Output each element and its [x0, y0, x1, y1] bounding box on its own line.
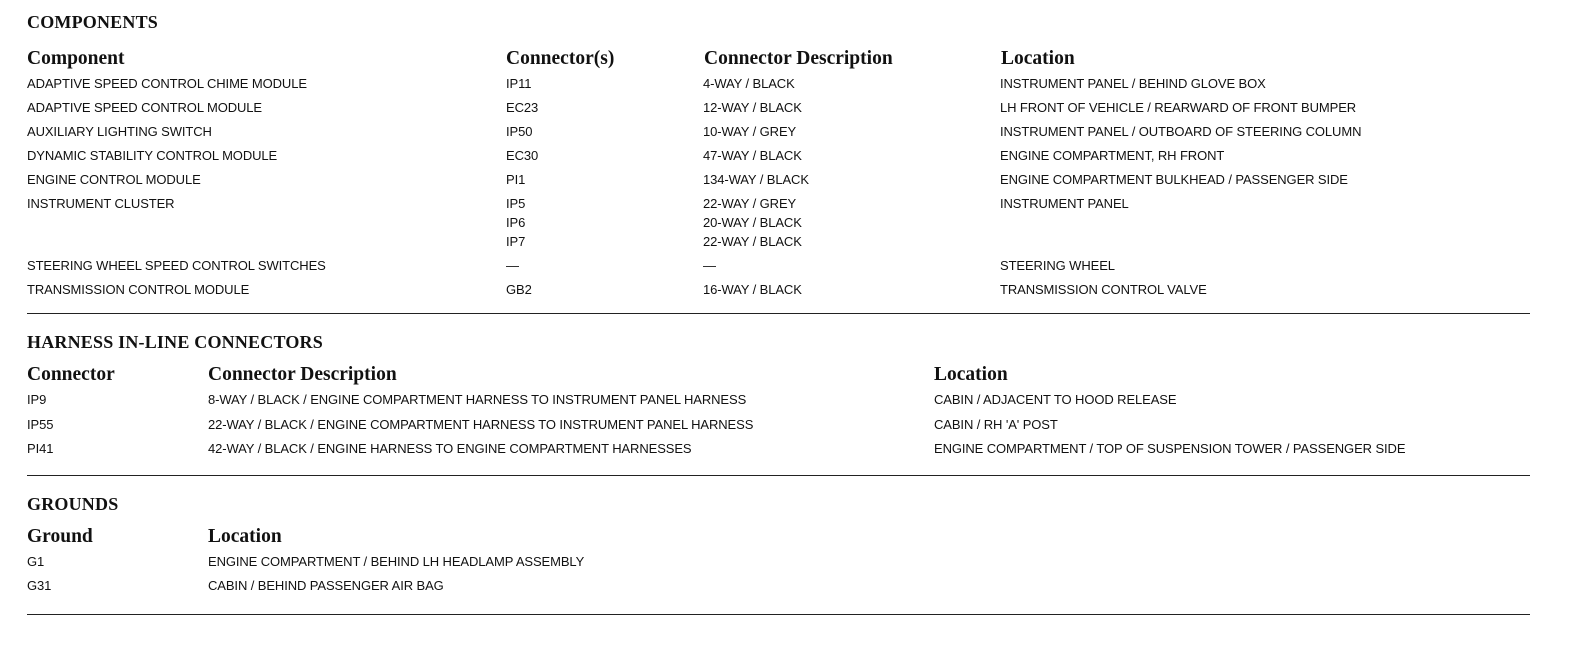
component-location: ENGINE COMPARTMENT BULKHEAD / PASSENGER SIDE	[1000, 172, 1348, 187]
connector-descriptions-line: 22-WAY / GREY	[703, 196, 797, 211]
grounds-table-body	[27, 552, 1530, 601]
table-row	[27, 576, 1530, 601]
connector-ids	[506, 280, 532, 299]
connector-ids-line: IP7	[506, 234, 526, 249]
component-location: LH FRONT OF VEHICLE / REARWARD OF FRONT BUMPER	[1000, 100, 1357, 115]
component-location: INSTRUMENT PANEL / BEHIND GLOVE BOX	[1000, 76, 1266, 91]
harness-description-column-header: Connector Description	[208, 364, 397, 385]
component-location: INSTRUMENT PANEL	[1000, 196, 1129, 211]
section-divider	[27, 614, 1530, 615]
table-row	[27, 146, 1530, 170]
harness-description: 42-WAY / BLACK / ENGINE HARNESS TO ENGINE COMPARTMENT HARNESSES	[208, 441, 692, 456]
harness-connector-id: PI41	[27, 441, 54, 456]
component-location: INSTRUMENT PANEL / OUTBOARD OF STEERING COLUMN	[1000, 124, 1362, 139]
grounds-section-title: GROUNDS	[27, 493, 119, 514]
ground-id: G31	[27, 578, 52, 593]
ground-location-column-header: Location	[208, 525, 282, 547]
connector-descriptions	[703, 194, 802, 251]
harness-location: ENGINE COMPARTMENT / TOP OF SUSPENSION TOWER / PASSENGER SIDE	[934, 441, 1406, 456]
connector-descriptions-line: —	[703, 258, 716, 273]
connector-descriptions-line: 134-WAY / BLACK	[703, 172, 809, 187]
table-row	[27, 256, 1530, 280]
table-row	[27, 552, 1530, 577]
connector-descriptions	[703, 280, 802, 299]
harness-connector-id: IP9	[27, 392, 47, 407]
connector-descriptions-line: 22-WAY / BLACK	[703, 234, 802, 249]
connector-column-header: Connector	[27, 364, 115, 385]
component-name: INSTRUMENT CLUSTER	[27, 196, 175, 211]
connector-descriptions	[703, 74, 795, 93]
table-row	[27, 194, 1530, 256]
connector-descriptions-line: 16-WAY / BLACK	[703, 282, 802, 297]
connector-ids	[506, 170, 525, 189]
table-row	[27, 170, 1530, 194]
section-divider	[27, 475, 1530, 476]
harness-header-row	[27, 358, 1530, 388]
components-header-row	[27, 42, 1530, 72]
connectors-column-header: Connector(s)	[506, 48, 615, 69]
connector-ids	[506, 74, 531, 93]
connector-ids-line: —	[506, 258, 519, 273]
ground-id: G1	[27, 553, 45, 569]
connector-ids	[506, 194, 525, 251]
harness-table-body	[27, 390, 1530, 464]
component-location: ENGINE COMPARTMENT, RH FRONT	[1000, 148, 1225, 163]
grounds-header-row	[27, 520, 1530, 550]
component-name: ADAPTIVE SPEED CONTROL MODULE	[27, 100, 262, 115]
harness-description: 8-WAY / BLACK / ENGINE COMPARTMENT HARNESS TO INSTRUMENT PANEL HARNESS	[208, 392, 747, 407]
harness-description: 22-WAY / BLACK / ENGINE COMPARTMENT HARNESS TO INSTRUMENT PANEL HARNESS	[208, 416, 754, 432]
harness-section	[27, 330, 1530, 464]
connector-ids-line: IP11	[506, 76, 532, 91]
connector-descriptions	[703, 256, 716, 275]
components-section	[27, 10, 1530, 304]
table-row	[27, 122, 1530, 146]
wiring-reference-page	[27, 10, 1530, 615]
connector-ids-line: EC23	[506, 100, 539, 115]
location-column-header: Location	[1001, 48, 1075, 69]
connector-ids	[506, 122, 532, 141]
ground-location: ENGINE COMPARTMENT / BEHIND LH HEADLAMP ASSEMBLY	[208, 553, 585, 569]
connector-ids-line: IP5	[506, 196, 526, 211]
harness-location-column-header: Location	[934, 364, 1008, 385]
component-location: TRANSMISSION CONTROL VALVE	[1000, 282, 1207, 297]
table-row	[27, 280, 1530, 304]
connector-ids-line: IP50	[506, 124, 533, 139]
connector-descriptions	[703, 146, 802, 165]
connector-ids	[506, 98, 538, 117]
table-row	[27, 74, 1530, 98]
component-name: STEERING WHEEL SPEED CONTROL SWITCHES	[27, 258, 326, 273]
component-name: TRANSMISSION CONTROL MODULE	[27, 282, 250, 297]
components-table-body	[27, 74, 1530, 304]
harness-section-title: HARNESS IN-LINE CONNECTORS	[27, 332, 323, 352]
connector-descriptions-line: 4-WAY / BLACK	[703, 76, 795, 91]
connector-ids	[506, 146, 538, 165]
connector-descriptions	[703, 98, 802, 117]
connector-description-column-header: Connector Description	[704, 48, 893, 69]
connector-descriptions	[703, 122, 796, 141]
components-section-title: COMPONENTS	[27, 12, 159, 32]
harness-location: CABIN / RH 'A' POST	[934, 416, 1058, 432]
harness-location: CABIN / ADJACENT TO HOOD RELEASE	[934, 392, 1177, 407]
component-name: ENGINE CONTROL MODULE	[27, 172, 201, 187]
component-name: ADAPTIVE SPEED CONTROL CHIME MODULE	[27, 76, 307, 91]
component-location: STEERING WHEEL	[1000, 258, 1115, 273]
connector-ids-line: PI1	[506, 172, 526, 187]
connector-ids-line: EC30	[506, 148, 539, 163]
ground-location: CABIN / BEHIND PASSENGER AIR BAG	[208, 578, 444, 593]
connector-ids-line: IP6	[506, 215, 526, 230]
table-row	[27, 415, 1530, 440]
component-name: AUXILIARY LIGHTING SWITCH	[27, 124, 212, 139]
connector-descriptions-line: 12-WAY / BLACK	[703, 100, 802, 115]
table-row	[27, 390, 1530, 415]
table-row	[27, 98, 1530, 122]
table-row	[27, 439, 1530, 464]
connector-descriptions-line: 10-WAY / GREY	[703, 124, 797, 139]
component-column-header: Component	[27, 48, 125, 69]
connector-descriptions-line: 20-WAY / BLACK	[703, 215, 802, 230]
ground-column-header: Ground	[27, 525, 93, 547]
connector-descriptions-line: 47-WAY / BLACK	[703, 148, 802, 163]
section-divider	[27, 313, 1530, 314]
component-name: DYNAMIC STABILITY CONTROL MODULE	[27, 148, 278, 163]
harness-connector-id: IP55	[27, 416, 54, 432]
grounds-section	[27, 492, 1530, 601]
connector-ids-line: GB2	[506, 282, 532, 297]
connector-ids	[506, 256, 519, 275]
connector-descriptions	[703, 170, 809, 189]
